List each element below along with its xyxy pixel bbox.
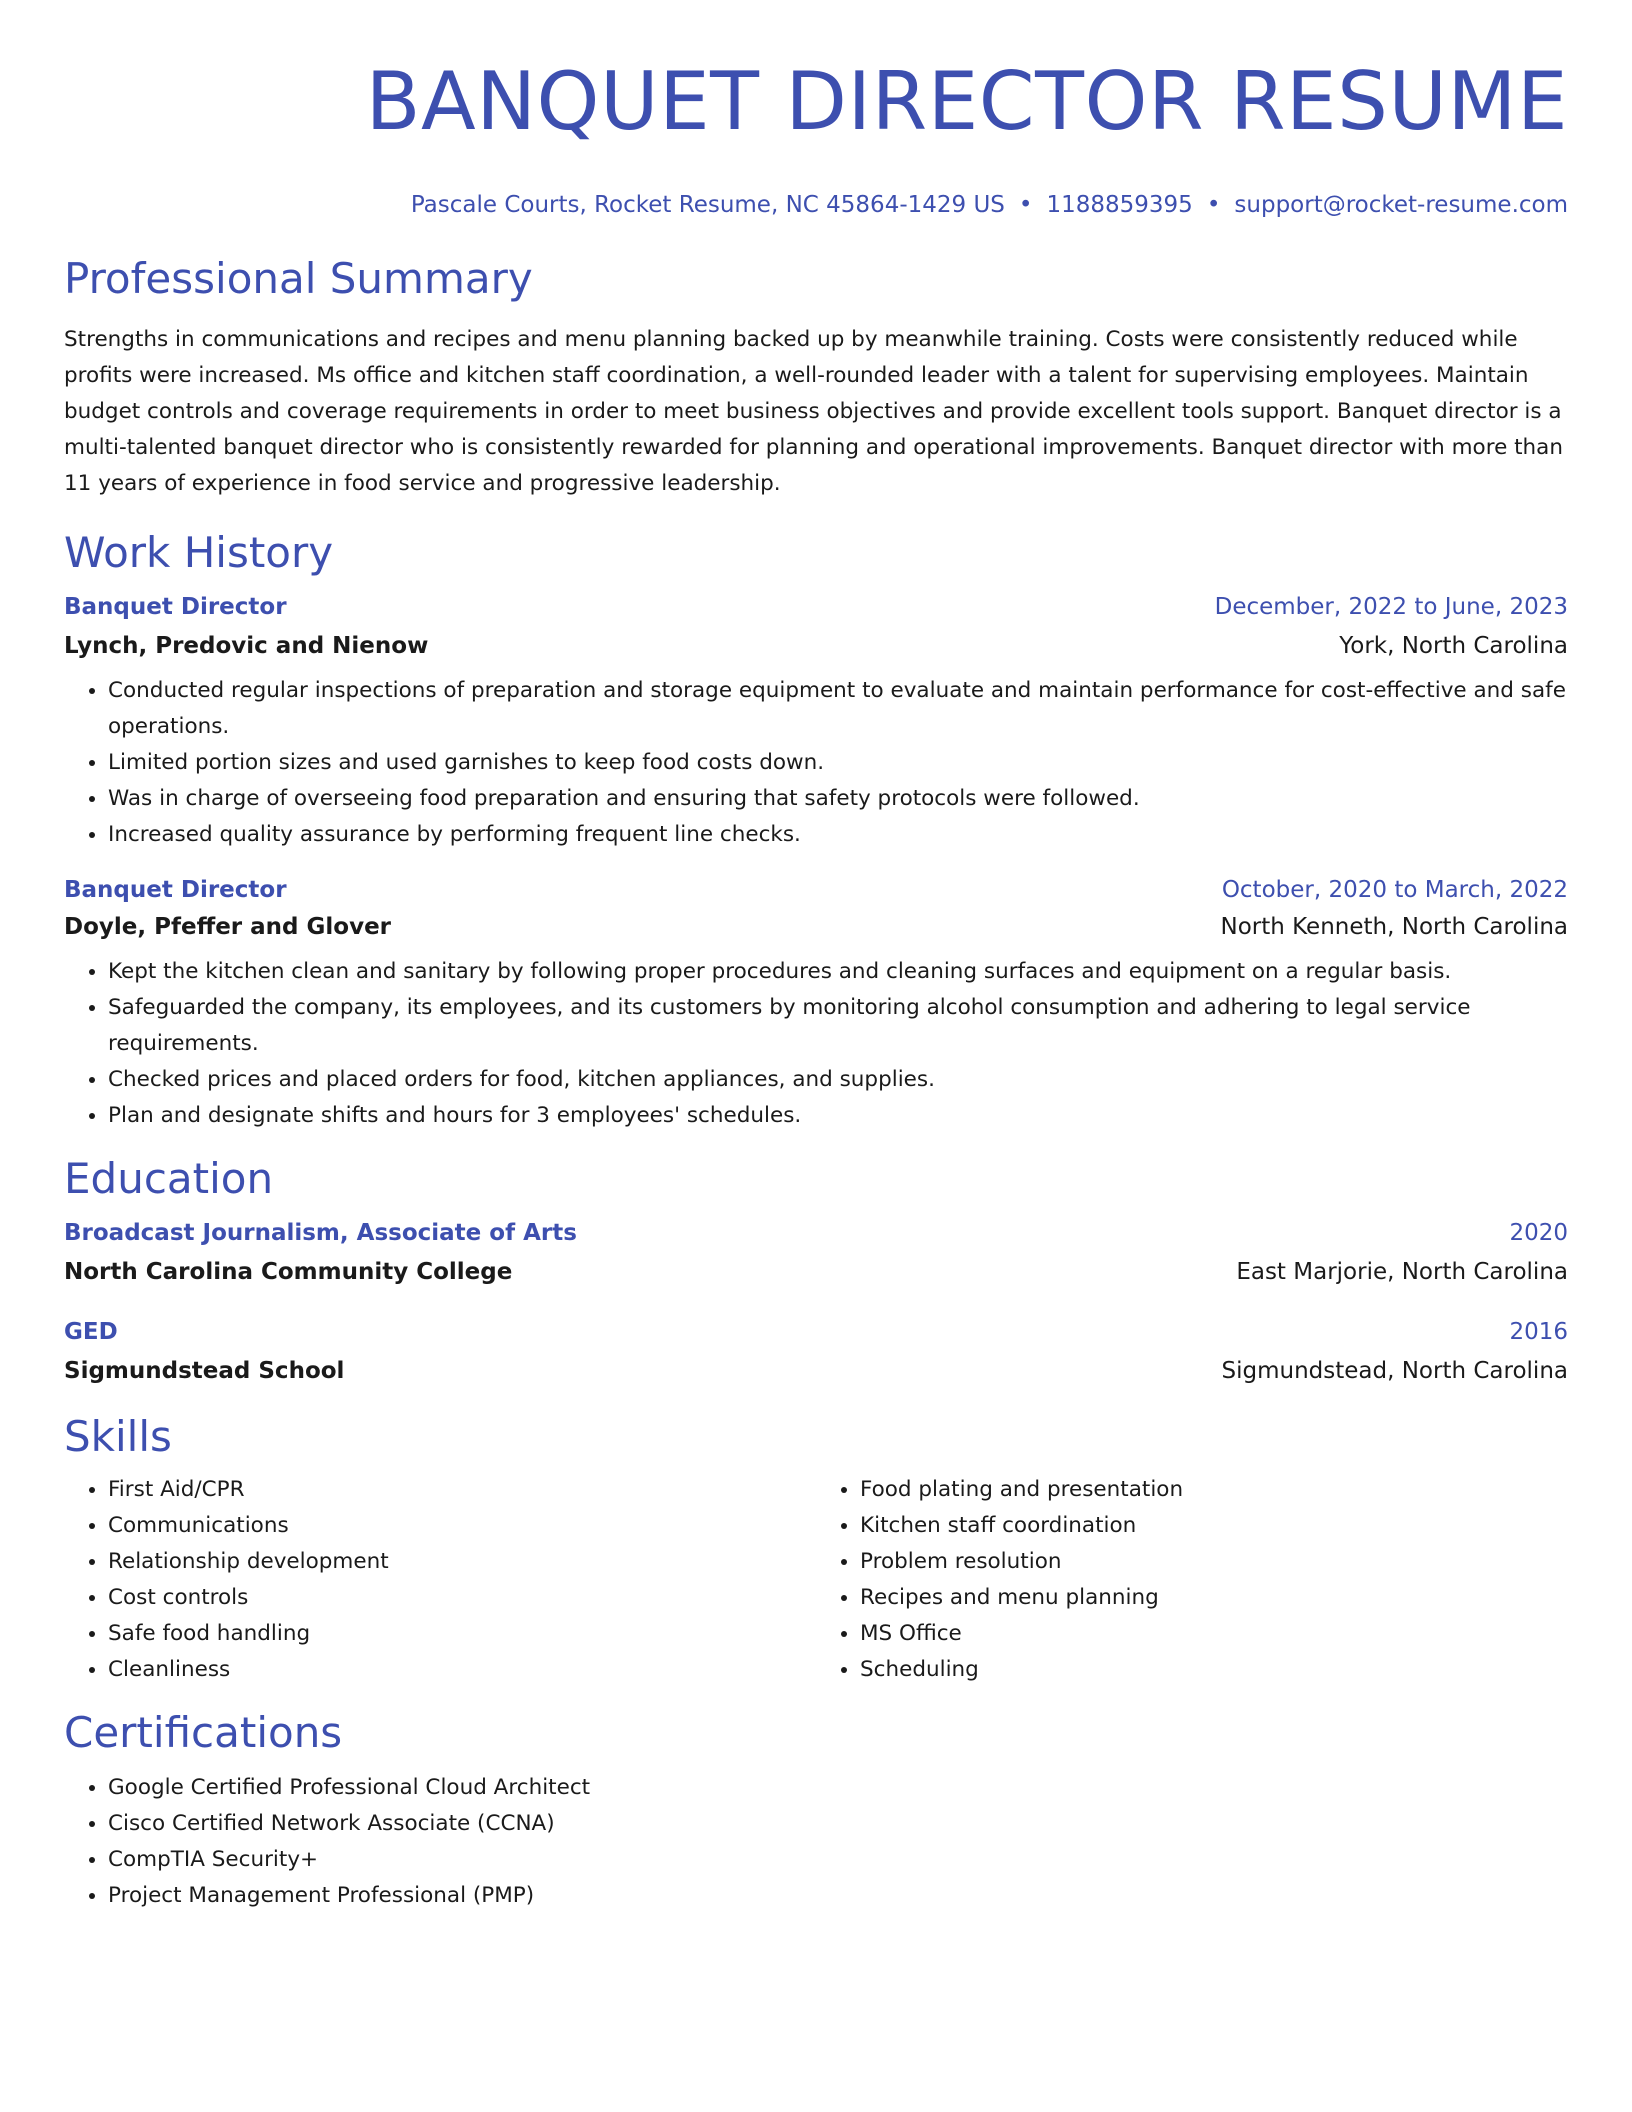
list-item: • Cost controls	[108, 1580, 816, 1616]
skills-column-right	[816, 1472, 1568, 1688]
list-item: • Checked prices and placed orders for food, kitchen appliances, and supplies.	[108, 1062, 1568, 1098]
education-degree: GED	[64, 1319, 118, 1345]
job-entry	[64, 875, 1568, 1134]
education-school: Sigmundstead School	[64, 1358, 345, 1384]
section-title-work-history: Work History	[64, 528, 334, 577]
list-item: • Cisco Certified Network Associate (CCNA)	[108, 1806, 1568, 1842]
education-header	[64, 1317, 1568, 1347]
education-school: North Carolina Community College	[64, 1259, 513, 1285]
skills-grid	[64, 1472, 1568, 1688]
job-location: York, North Carolina	[1339, 633, 1568, 659]
job-dates: October, 2020 to March, 2022	[1221, 877, 1568, 903]
education-entry	[64, 1317, 1568, 1386]
skills-list	[816, 1472, 1568, 1688]
job-header	[64, 592, 1568, 622]
job-bullets	[64, 673, 1568, 853]
list-item: • Increased quality assurance by performing frequent line checks.	[108, 817, 1568, 853]
certifications-section	[64, 1708, 1568, 1914]
section-title-education: Education	[64, 1154, 274, 1203]
list-item: • Recipes and menu planning	[860, 1580, 1568, 1616]
list-item: • Scheduling	[860, 1652, 1568, 1688]
list-item: • Kept the kitchen clean and sanitary by following proper procedures and cleaning surfaces and equipment on a regular basis.	[108, 954, 1568, 990]
skills-list	[64, 1472, 816, 1688]
list-item: • Safeguarded the company, its employees, and its customers by monitoring alcohol consumption and adhering to legal service requirements.	[108, 990, 1568, 1062]
section-title-certifications: Certifications	[64, 1708, 343, 1757]
education-location: East Marjorie, North Carolina	[1236, 1259, 1568, 1285]
list-item: • Project Management Professional (PMP)	[108, 1878, 1568, 1914]
resume-header	[64, 0, 1568, 220]
section-title-skills: Skills	[64, 1412, 172, 1461]
section-title-summary: Professional Summary	[64, 254, 533, 303]
contact-phone: 1188859395	[1046, 192, 1193, 218]
summary-text: Strengths in communications and recipes and menu planning backed up by meanwhile training. Costs were consistently reduced while profits were increased. Ms office and kitchen staff coordination, a well-rounded leader with a talent for supervising employees. Maintain budget controls and coverage requirements in order to meet business objectives and provide excellent tools support. Banquet director is a multi-talented banquet director who is consistently rewarded for planning and operational improvements. Banquet director with more than 11 years of experience in food service and progressive leadership.	[64, 327, 1563, 496]
contact-separator: •	[1018, 192, 1033, 218]
education-location: Sigmundstead, North Carolina	[1221, 1358, 1568, 1384]
contact-email[interactable]: support@rocket-resume.com	[1234, 192, 1568, 218]
work-history-section	[64, 528, 1568, 1134]
list-item: • Kitchen staff coordination	[860, 1508, 1568, 1544]
job-dates: December, 2022 to June, 2023	[1214, 594, 1568, 620]
list-item: • Food plating and presentation	[860, 1472, 1568, 1508]
job-bullets	[64, 954, 1568, 1134]
list-item: • Problem resolution	[860, 1544, 1568, 1580]
education-year: 2016	[1509, 1319, 1568, 1345]
contact-line	[64, 190, 1568, 220]
skills-section	[64, 1412, 1568, 1688]
job-company: Doyle, Pfeffer and Glover	[64, 914, 392, 940]
list-item: • MS Office	[860, 1616, 1568, 1652]
list-item: • Was in charge of overseeing food preparation and ensuring that safety protocols were followed.	[108, 781, 1568, 817]
list-item: • Relationship development	[108, 1544, 816, 1580]
list-item: • First Aid/CPR	[108, 1472, 816, 1508]
education-subheader	[64, 1356, 1568, 1386]
list-item: • Cleanliness	[108, 1652, 816, 1688]
job-role: Banquet Director	[64, 594, 287, 620]
skills-column-left	[64, 1472, 816, 1688]
contact-separator: •	[1206, 192, 1221, 218]
contact-address: Pascale Courts, Rocket Resume, NC 45864-1429 US	[410, 192, 1005, 218]
list-item: • Limited portion sizes and used garnishes to keep food costs down.	[108, 745, 1568, 781]
list-item: • CompTIA Security+	[108, 1842, 1568, 1878]
education-degree: Broadcast Journalism, Associate of Arts	[64, 1220, 577, 1246]
job-role: Banquet Director	[64, 877, 287, 903]
job-location: North Kenneth, North Carolina	[1220, 914, 1568, 940]
job-subheader	[64, 912, 1568, 942]
list-item: • Communications	[108, 1508, 816, 1544]
certifications-list	[64, 1770, 1568, 1914]
list-item: • Google Certified Professional Cloud Architect	[108, 1770, 1568, 1806]
list-item: • Safe food handling	[108, 1616, 816, 1652]
education-year: 2020	[1509, 1220, 1568, 1246]
list-item: • Plan and designate shifts and hours for 3 employees' schedules.	[108, 1098, 1568, 1134]
education-header	[64, 1218, 1568, 1248]
list-item: • Conducted regular inspections of preparation and storage equipment to evaluate and maintain performance for cost-effective and safe operations.	[108, 673, 1568, 745]
job-header	[64, 875, 1568, 905]
job-company: Lynch, Predovic and Nienow	[64, 633, 429, 659]
job-subheader	[64, 631, 1568, 661]
education-entry	[64, 1218, 1568, 1287]
education-section	[64, 1154, 1568, 1386]
resume-title: BANQUET DIRECTOR RESUME	[365, 55, 1568, 148]
education-subheader	[64, 1257, 1568, 1287]
summary-section	[64, 254, 1568, 502]
job-entry	[64, 592, 1568, 853]
